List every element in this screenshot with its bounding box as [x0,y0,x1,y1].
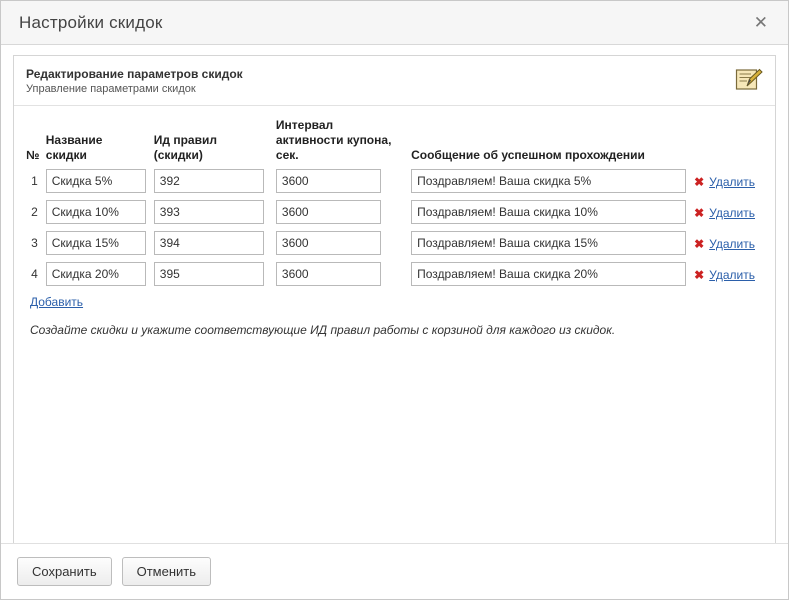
delete-marker-icon: ✖ [694,267,705,282]
success-message-input[interactable] [411,169,686,193]
table-row [26,231,763,262]
row-number: 3 [31,236,38,251]
row-actions-cell [694,200,763,231]
success-message-input[interactable] [411,231,686,255]
panel-header [14,56,775,106]
discount-name-input[interactable] [46,231,146,255]
row-actions-cell [694,169,763,200]
row-actions-cell [694,231,763,262]
rule-id-input[interactable] [154,169,264,193]
delete-marker-icon: ✖ [694,236,705,251]
row-name-cell [46,231,154,262]
header-num: № [26,148,40,163]
header-rule-id: Ид правил (скидки) [153,133,217,163]
table-row [26,200,763,231]
panel-title: Редактирование параметров скидок [26,67,243,81]
row-interval-cell [276,169,411,200]
delete-link[interactable]: Удалить [709,267,755,282]
discount-table [26,118,763,293]
row-rule-cell [154,169,276,200]
row-actions-cell [694,262,763,293]
panel-header-text [26,66,243,97]
header-name: Название скидки [45,133,103,163]
cancel-button[interactable]: Отменить [122,557,211,586]
row-name-cell [46,262,154,293]
panel-subtitle: Управление параметрами скидок [26,83,196,96]
row-interval-cell [276,231,411,262]
row-message-cell [411,169,694,200]
dialog-titlebar [1,1,788,45]
delete-link[interactable]: Удалить [709,174,755,189]
discount-name-input[interactable] [46,200,146,224]
row-rule-cell [154,200,276,231]
add-row-container [26,293,763,309]
discount-table-wrap [14,106,775,337]
hint-text: Создайте скидки и укажите соответствующие ИД правил работы с корзиной для каждого из скидок. [30,323,616,338]
rule-id-input[interactable] [154,231,264,255]
row-message-cell [411,200,694,231]
success-message-input[interactable] [411,200,686,224]
dialog-footer [1,543,788,599]
delete-marker-icon: ✖ [694,205,705,220]
table-row [26,169,763,200]
row-number: 2 [31,205,38,220]
row-name-cell [46,200,154,231]
interval-input[interactable] [276,231,381,255]
dialog-title: Настройки скидок [19,12,163,32]
row-number: 1 [31,174,38,189]
row-message-cell [411,262,694,293]
row-message-cell [411,231,694,262]
row-interval-cell [276,262,411,293]
row-rule-cell [154,262,276,293]
row-interval-cell [276,200,411,231]
rule-id-input[interactable] [154,262,264,286]
row-number: 4 [31,267,38,282]
interval-input[interactable] [276,262,381,286]
interval-input[interactable] [276,169,381,193]
row-name-cell [46,169,154,200]
table-row [26,262,763,293]
save-button[interactable]: Сохранить [17,557,112,586]
header-actions [694,118,763,169]
row-rule-cell [154,231,276,262]
discount-name-input[interactable] [46,262,146,286]
header-message: Сообщение об успешном прохождении [411,148,645,163]
discount-name-input[interactable] [46,169,146,193]
table-header-row [26,118,763,169]
delete-marker-icon: ✖ [694,174,705,189]
dialog-content [1,45,788,543]
close-icon[interactable]: ✕ [753,13,768,32]
discount-params-panel [13,55,776,543]
edit-pencil-icon[interactable] [735,66,763,92]
rule-id-input[interactable] [154,200,264,224]
add-discount-link[interactable]: Добавить [30,295,84,310]
header-interval: Интервал активности купона, сек. [275,118,392,163]
delete-link[interactable]: Удалить [709,205,755,220]
delete-link[interactable]: Удалить [709,236,755,251]
interval-input[interactable] [276,200,381,224]
success-message-input[interactable] [411,262,686,286]
